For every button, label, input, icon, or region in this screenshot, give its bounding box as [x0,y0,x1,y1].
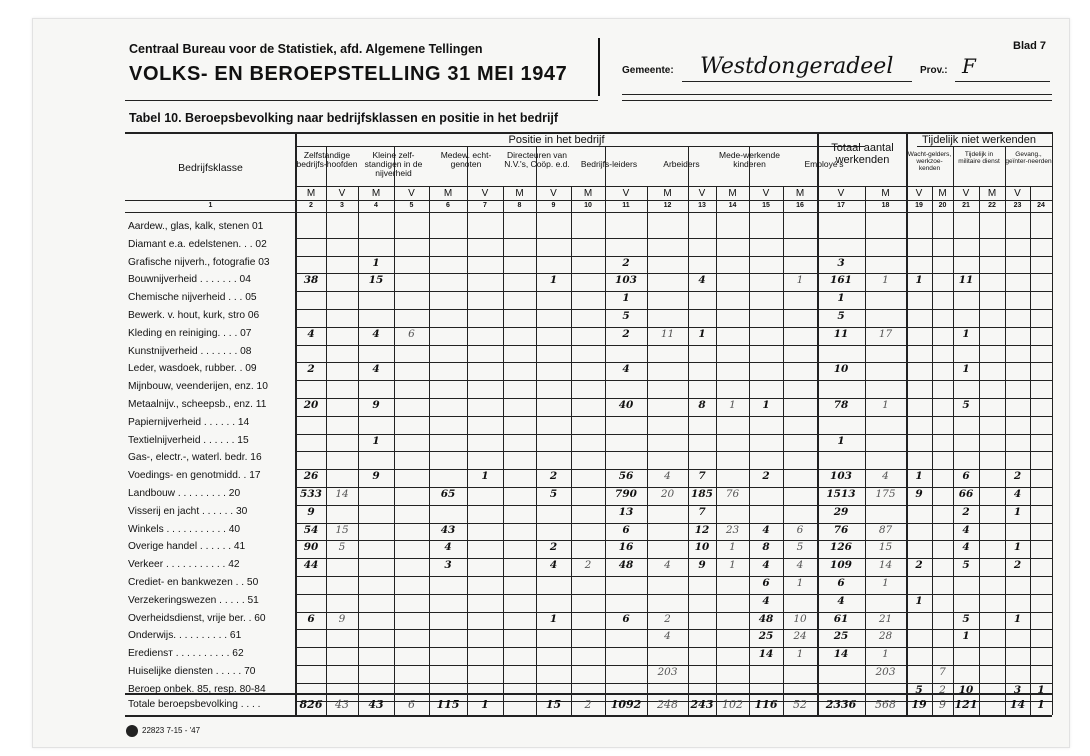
table-cell: 5 [962,399,970,411]
row-label: Kleding en reiniging. . . . 07 [128,327,252,339]
row-rule [296,238,1052,239]
table-cell: 109 [830,559,852,572]
table-cell: 203 [657,666,678,678]
column-number: 22 [988,202,996,209]
table-cell: 4 [372,363,380,376]
table-cell: 1 [882,274,889,287]
table-cell: 1 [882,648,889,661]
table-cell: 4 [622,363,630,376]
positie-column-header: Arbeiders [663,159,700,169]
sex-v-label: V [338,188,346,199]
table-cell: 1 [962,363,970,376]
table-cell: 9 [915,488,923,500]
column-number: 13 [698,202,706,209]
positie-column-header: Medew. echt-genoten [440,150,492,169]
cbs-logo-icon [126,725,138,737]
table-cell: 29 [833,505,849,518]
positie-group-header: Positie in het bedrijf [508,134,605,146]
table-cell: 38 [303,274,319,287]
column-number: 17 [837,202,845,209]
row-label: Winkels . . . . . . . . . . . 40 [128,523,241,535]
table-cell: 2 [622,256,630,269]
sex-v-label: V [837,188,845,199]
table-cell: 61 [833,612,849,625]
row-label: Overige handel . . . . . . 41 [128,541,246,553]
table-cell: 17 [878,327,893,340]
column-number: 9 [551,202,556,209]
census-title: VOLKS- EN BEROEPSTELLING 31 MEI 1947 [129,63,568,85]
row-label: Chemische nijverheid . . . 05 [128,292,257,304]
table-cell: 10 [958,683,974,696]
row-rule [296,416,1052,417]
tijdelijk-group-rule [917,146,1052,147]
tijdelijk-group-header: Tijdelijk niet werkenden [922,134,1036,146]
table-cell: 5 [796,541,804,554]
table-cell: 6 [796,523,804,536]
table-cell: 65 [440,488,456,500]
positie-column-header: Bedrijfs-leiders [580,159,638,169]
column-number: 5 [409,202,414,209]
table-cell: 6 [307,612,315,625]
row-rule [296,647,1052,648]
sex-v-label: V [698,188,706,199]
row-label: Papiernijverheid . . . . . . 14 [128,416,250,428]
table-cell: 6 [408,327,415,340]
table-cell: 5 [622,310,630,322]
positie-group-rule [296,146,865,147]
table-cell: 14 [833,648,849,661]
row-label: Crediet- en bankwezen . . 50 [128,577,259,588]
totals-cell: 102 [722,698,743,711]
table-cell: 2 [1013,559,1022,572]
row-label: Bewerk. v. hout, kurk, stro 06 [128,310,260,321]
totals-cell: 1 [1037,698,1045,711]
row-rule [296,309,1052,310]
totaal-group-header: Totaal aantal werkenden [831,142,894,166]
table-cell: 25 [833,630,849,643]
table-cell: 2 [549,541,558,554]
table-cell: 4 [882,470,889,483]
column-number: 2 [309,202,313,209]
gemeente-label: Gemeente: [622,65,674,76]
sex-m-label: M [938,188,947,199]
column-number: 11 [622,202,630,209]
row-label: Landbouw . . . . . . . . . 20 [128,488,241,499]
totals-cell: 15 [545,698,562,711]
row-label: Visserij en jacht . . . . . . 30 [128,505,248,517]
table-cell: 48 [618,559,634,572]
table-cell: 2 [1013,470,1022,483]
table-cell: 6 [622,523,630,536]
table-cell: 1 [796,274,804,287]
row-rule [296,523,1052,524]
table-cell: 76 [725,488,740,500]
table-cell: 3 [1013,683,1022,696]
row-rule [296,505,1052,506]
row-label: Voedings- en genotmidd. . 17 [128,470,261,482]
table-cell: 14 [878,559,893,572]
totals-cell: 2336 [825,698,857,711]
table-cell: 203 [875,666,896,678]
table-cell: 78 [833,399,849,411]
column-number: 8 [517,202,522,209]
table-cell: 13 [618,505,634,518]
table-cell: 5 [915,683,923,696]
column-number: 21 [962,202,970,209]
table-cell: 10 [694,541,710,554]
row-label: Diamant e.a. edelstenen. . . 02 [128,238,267,250]
sex-m-label: M [583,188,593,199]
column-number: 1 [208,202,213,209]
print-code: 22823 7-15 - '47 [142,726,201,735]
column-number: 3 [340,202,344,209]
table-cell: 4 [962,541,970,554]
sex-m-label: M [443,188,453,199]
agency-line: Centraal Bureau voor de Statistiek, afd. Algemene Tellingen [129,42,483,56]
table-cell: 87 [878,523,893,536]
row-label: Bouwnijverheid . . . . . . . 04 [128,274,251,286]
table-cell: 76 [833,523,849,536]
table-cell: 15 [878,541,893,554]
table-cell: 103 [615,274,637,287]
totals-cell: 568 [875,698,896,711]
column-number: 23 [1013,202,1022,209]
table-cell: 4 [307,327,315,340]
positie-column-header: Kleine zelf-standigen in de nijverheid [364,150,423,178]
row-rule [296,398,1052,399]
totals-cell: 115 [436,698,460,711]
totals-cell: 19 [911,698,927,711]
table-cell: 1 [372,256,380,269]
row-rule [296,345,1052,346]
totals-cell: 9 [939,698,946,711]
table-cell: 4 [549,559,558,572]
totals-cell: 243 [690,698,714,711]
totals-cell: 248 [657,698,678,711]
table-cell: 6 [962,470,970,483]
table-cell: 4 [762,559,770,572]
table-cell: 6 [762,577,770,589]
table-cell: 90 [303,541,319,554]
row-label: Verkeer . . . . . . . . . . . 42 [128,559,240,571]
table-cell: 1 [796,648,804,661]
table-cell: 1 [837,292,845,305]
row-label: Erediensт . . . . . . . . . . 62 [128,648,244,660]
table-cell: 1 [915,274,923,287]
col-line-1 [295,132,297,715]
table-cell: 1 [796,577,804,589]
table-cell: 28 [878,630,893,643]
table-cell: 2 [939,683,946,696]
table-cell: 1 [1013,541,1022,554]
row-rule [296,594,1052,595]
column-number: 24 [1037,202,1045,209]
column-number: 14 [728,202,737,209]
table-cell: 1513 [826,488,856,500]
table-cell: 1 [837,434,845,447]
sex-v-label: V [481,188,489,199]
table-cell: 20 [660,488,675,500]
column-number: 12 [663,202,672,209]
tijdelijk-column-header: Wacht-gelders, werkzoe-kenden [907,151,952,172]
row-rule [296,576,1052,577]
table-cell: 5 [338,541,346,554]
table-cell: 5 [837,310,845,322]
row-label: Beroep onbek. 85, resp. 80-84 [128,683,266,695]
table-cell: 7 [939,666,946,678]
row-label: Leder, wasdoek, rubber. . 09 [128,363,257,375]
table-cell: 1 [882,399,889,411]
totals-cell: 6 [408,698,415,711]
row-label: Mijnbouw, veenderijen, enz. 10 [128,381,268,393]
table-cell: 1 [481,470,489,483]
table-cell: 1 [622,292,630,305]
positie-column-header: Mede-werkende kinderen [719,150,780,169]
column-number: 10 [584,202,592,209]
blad-number: Blad 7 [1013,40,1047,52]
sex-m-label: M [371,188,381,199]
table-cell: 1 [1013,505,1022,518]
sex-m-label: M [881,188,890,199]
table-cell: 790 [615,488,637,500]
sex-m-label: M [306,188,316,199]
table-cell: 9 [698,559,706,572]
bedrijfsklasse-header: Bedrijfsklasse [178,162,243,174]
table-cell: 5 [962,612,970,625]
table-cell: 25 [758,630,774,643]
table-cell: 1 [1037,683,1045,696]
totals-bottom-rule [125,715,1052,717]
column-number: 4 [374,202,378,209]
row-label: Overheidsdienst, vrije ber. . 60 [128,612,266,624]
table-cell: 1 [915,594,923,607]
row-rule [296,291,1052,292]
column-number: 6 [446,202,450,209]
table-cell: 9 [372,470,380,483]
table-cell: 161 [830,274,852,287]
table-cell: 4 [444,541,452,554]
table-cell: 1 [1013,612,1022,625]
row-rule [296,256,1052,257]
prov-value: F [962,54,976,78]
table-cell: 23 [725,523,740,536]
col-line-tijdelijk [906,132,908,715]
row-rule [296,434,1052,435]
column-number: 20 [938,202,947,209]
table-cell: 48 [758,612,774,625]
table-cell: 4 [796,559,804,572]
positie-column-header: Employé's [804,159,844,169]
table-cell: 56 [618,470,634,483]
table-cell: 2 [549,470,558,483]
sex-m-label: M [663,188,672,199]
column-number: 18 [881,202,890,209]
table-cell: 1 [729,559,736,572]
column-number: 15 [762,202,770,209]
table-cell: 16 [618,541,634,554]
table-title: Tabel 10. Beroepsbevolking naar bedrijfsklassen en positie in het bedrijf [129,111,559,125]
sex-m-label: M [515,188,524,199]
table-cell: 10 [793,612,807,625]
row-rule [296,362,1052,363]
row-label: Textielnijverheid . . . . . . 15 [128,434,249,446]
table-cell: 54 [303,523,319,536]
row-label: Grafische nijverh., fotografie 03 [128,256,270,268]
totals-cell: 43 [368,698,384,711]
table-cell: 4 [837,594,845,607]
table-cell: 2 [962,505,970,518]
table-cell: 21 [878,612,893,625]
row-label: Verzekeringswezen . . . . . 51 [128,594,259,606]
row-label: Aardew., glas, kalk, stenen 01 [128,221,264,232]
table-cell: 7 [698,505,706,518]
table-cell: 3 [444,559,452,572]
sex-v-label: V [622,188,630,199]
number-row-bottom-rule [125,212,1052,213]
column-number: 16 [796,202,804,209]
row-rule [296,380,1052,381]
table-cell: 11 [833,327,849,340]
row-label: Huiselijke diensten . . . . . 70 [128,666,256,677]
table-cell: 12 [694,523,710,536]
table-cell: 9 [307,505,315,518]
table-cell: 4 [762,594,770,607]
totals-cell: 826 [299,698,323,711]
table-cell: 2 [762,470,770,483]
table-cell: 3 [837,256,845,269]
table-cell: 126 [830,541,852,554]
column-number: 19 [915,202,923,209]
row-label: Metaalnijv., scheepsb., enz. 11 [128,399,267,410]
totals-cell: 2 [584,698,592,711]
table-cell: 15 [335,523,349,536]
row-rule [296,540,1052,541]
table-cell: 11 [660,327,675,340]
table-cell: 9 [372,399,380,411]
table-cell: 2 [664,612,671,625]
table-cell: 14 [758,648,774,661]
table-cell: 43 [440,523,456,536]
sex-v-label: V [1014,188,1021,199]
tijdelijk-column-header: Gevang., geïnter-neerden [1005,151,1052,165]
table-cell: 2 [307,363,315,376]
row-label: Gas-, electr.-, waterl. bedr. 16 [128,452,262,464]
sex-m-label: M [987,188,997,199]
sex-v-label: V [408,188,415,199]
table-cell: 2 [915,559,923,572]
table-cell: 4 [664,630,671,643]
col-line-right [1052,132,1053,715]
table-cell: 6 [837,577,845,589]
table-cell: 15 [368,274,384,287]
table-cell: 8 [698,399,706,411]
row-label: Onderwijs. . . . . . . . . . 61 [128,630,242,642]
table-cell: 1 [698,327,706,340]
table-cell: 4 [664,559,671,572]
table-cell: 66 [958,488,974,500]
table-cell: 1 [729,399,736,411]
row-rule [296,273,1052,274]
table-cell: 26 [303,470,319,483]
positie-column-header: Directeuren van N.V.'s, Coöp. e.d. [504,150,570,169]
table-cell: 1 [762,399,770,411]
totals-cell: 14 [1009,698,1026,711]
table-cell: 40 [618,399,634,411]
column-number: 7 [483,202,487,209]
totals-cell: 52 [793,698,807,711]
table-cell: 1 [549,612,558,625]
totals-cell: 121 [954,698,978,711]
table-cell: 4 [962,523,970,536]
table-cell: 1 [549,274,558,287]
table-cell: 5 [962,559,970,572]
table-cell: 7 [698,470,706,483]
table-cell: 1 [915,470,923,483]
row-label: Kunstnijverheid . . . . . . . 08 [128,345,252,357]
table-cell: 533 [300,488,322,500]
positie-column-header: Zelfstandige bedrijfs-hoofden [296,150,358,169]
table-cell: 1 [962,327,970,340]
table-cell: 4 [1013,488,1022,500]
table-cell: 1 [729,541,736,554]
table-cell: 44 [303,559,319,572]
table-cell: 6 [622,612,630,625]
table-cell: 1 [882,577,889,589]
gemeente-value: Westdongeradeel [700,54,894,79]
sex-m-label: M [795,188,805,199]
table-cell: 14 [335,488,349,500]
row-rule [296,451,1052,452]
table-cell: 1 [372,434,380,447]
totals-label: Totale beroepsbevolking . . . . [128,699,261,710]
sex-m-label: M [728,188,737,199]
table-cell: 4 [762,523,770,536]
table-cell: 20 [303,399,319,411]
totals-cell: 1 [481,698,489,711]
table-cell: 24 [793,630,807,643]
totals-cell: 43 [335,698,349,711]
table-cell: 2 [622,327,630,340]
table-cell: 11 [958,274,974,287]
sex-v-label: V [962,188,970,199]
table-cell: 1 [962,630,970,643]
table-cell: 10 [833,363,849,376]
totals-cell: 1092 [610,698,642,711]
tijdelijk-column-header: Tijdelijk in militaire dienst [958,151,1000,165]
table-cell: 4 [664,470,671,483]
totals-cell: 116 [754,698,778,711]
table-cell: 103 [830,470,852,483]
table-cell: 185 [691,488,713,500]
sex-row-bottom-rule [125,200,1052,201]
table-cell: 4 [698,274,706,287]
sex-v-label: V [550,188,557,199]
prov-label: Prov.: [920,65,948,76]
sex-row-top-rule [296,186,1052,187]
table-cell: 2 [584,559,592,572]
table-cell: 9 [338,612,346,625]
table-cell: 8 [762,541,770,554]
col-line-totaal [817,132,819,715]
table-cell: 5 [549,488,558,500]
sex-v-label: V [762,188,770,199]
table-cell: 175 [875,488,896,500]
table-cell: 4 [372,327,380,340]
sex-v-label: V [915,188,923,199]
